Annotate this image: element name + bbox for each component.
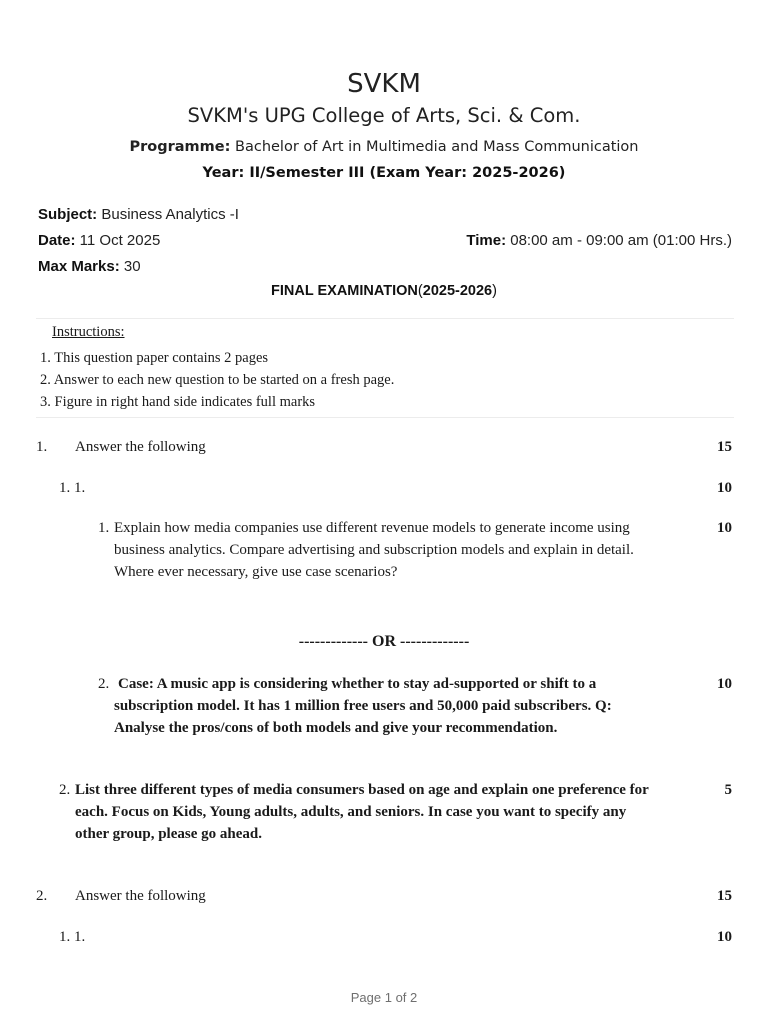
college-name: SVKM's UPG College of Arts, Sci. & Com. [187, 104, 581, 127]
date-line [38, 232, 160, 249]
programme-line [0, 139, 768, 155]
exam-paren-close: ) [492, 283, 497, 299]
question-marks: 15 [717, 439, 732, 455]
subject-line [38, 206, 239, 223]
item-text: Explain how media companies use different revenue models to generate income using business analytics. Compare advertising and subscription models and explain in detail. Where ever necessary, give use case scenarios? [114, 520, 634, 580]
programme-value: Bachelor of Art in Multimedia and Mass Communication [230, 139, 639, 155]
question-number: 2. [36, 888, 48, 904]
programme-label: Programme: [129, 139, 231, 155]
time-label: Time: [466, 232, 507, 249]
subquestion-text: List three different types of media consumers based on age and explain one preference for each. Focus on Kids, Young adults, adults, and seniors. In case you want to specify any other group, please go ahead. [75, 782, 649, 842]
exam-years: 2025-2026 [422, 283, 493, 299]
max-marks-line [38, 258, 141, 275]
subquestion-number: 1. 1. [59, 929, 86, 945]
item-number: 2. [98, 676, 110, 692]
item-number: 1. [98, 520, 110, 536]
question-text: Answer the following [75, 439, 206, 455]
max-marks-value: 30 [119, 258, 141, 275]
subquestion-marks: 10 [717, 480, 732, 496]
institute-title: SVKM [347, 69, 421, 99]
exam-paren-open: ( [417, 283, 423, 299]
year-semester: Year: II/Semester III (Exam Year: 2025-2026) [202, 165, 566, 181]
page-number: Page 1 of 2 [350, 990, 418, 1005]
subquestion-marks: 5 [724, 782, 732, 798]
instruction-item: 3. Figure in right hand side indicates full marks [40, 394, 316, 410]
instruction-item: 2. Answer to each new question to be started on a fresh page. [40, 372, 395, 388]
subject-label: Subject: [38, 206, 98, 223]
subquestion-number: 2. [59, 782, 71, 798]
time-value: 08:00 am - 09:00 am (01:00 Hrs.) [506, 232, 732, 249]
item-marks: 10 [717, 676, 732, 692]
date-value: 11 Oct 2025 [75, 232, 161, 249]
divider [36, 417, 734, 418]
subject-value: Business Analytics -I [97, 206, 239, 223]
question-number: 1. [36, 439, 48, 455]
date-label: Date: [38, 232, 76, 249]
question-marks: 15 [717, 888, 732, 904]
subquestion-marks: 10 [717, 929, 732, 945]
exam-title-text: FINAL EXAMINATION [271, 283, 418, 299]
item-marks: 10 [717, 520, 732, 536]
exam-title [0, 283, 768, 299]
instructions-title: Instructions: [52, 324, 125, 340]
subquestion-number: 1. 1. [59, 480, 86, 496]
or-divider: ------------- OR ------------- [298, 633, 470, 650]
time-line [466, 232, 732, 249]
max-marks-label: Max Marks: [38, 258, 120, 275]
item-text: Case: A music app is considering whether to stay ad-supported or shift to a subscription model. It has 1 million free users and 50,000 paid subscribers. Q: Analyse the pros/cons of both models and give your recommendation. [114, 676, 612, 736]
divider [36, 318, 734, 319]
instruction-item: 1. This question paper contains 2 pages [40, 350, 269, 366]
question-text: Answer the following [75, 888, 206, 904]
